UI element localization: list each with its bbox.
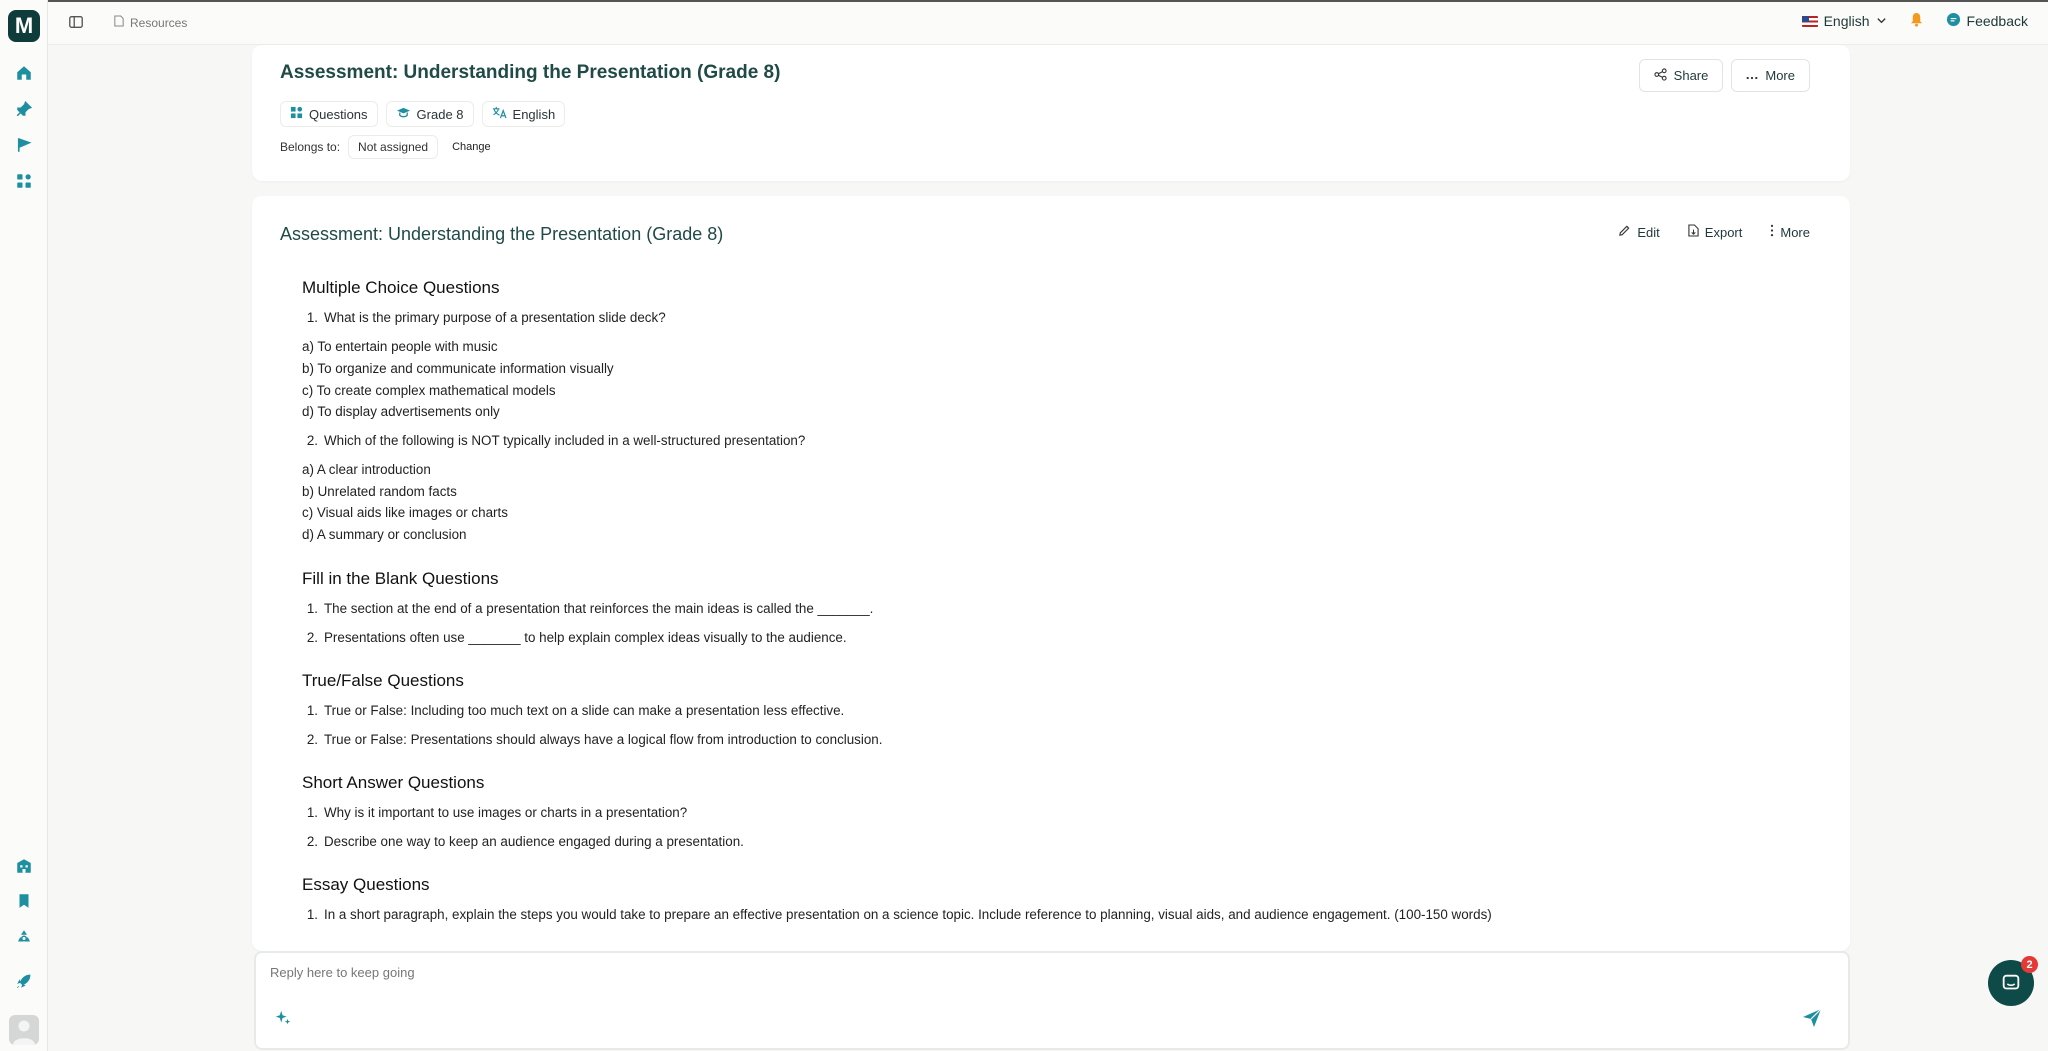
document-title: Assessment: Understanding the Presentation (Grade 8) (280, 224, 724, 244)
home-icon[interactable] (13, 62, 35, 84)
tag-label: English (512, 106, 556, 122)
apps-icon (290, 106, 303, 122)
list-item: 2. Presentations often use _______ to help explain complex ideas visually to the audience. (306, 630, 847, 645)
more-horizontal-icon (1746, 68, 1758, 83)
list-item: 1. Why is it important to use images or charts in a presentation? (306, 805, 688, 820)
assessment-header-card (252, 45, 1850, 181)
list-item: 1. In a short paragraph, explain the steps you would take to prepare an effective presentation on a science topic. Include reference to planning, visual aids, and audience engagement. (100-150 words) (306, 907, 1492, 922)
section-heading: True/False Questions (302, 671, 464, 690)
reply-composer (254, 951, 1850, 1050)
more-vertical-icon (1770, 224, 1774, 240)
section-heading: Multiple Choice Questions (302, 278, 500, 297)
share-button[interactable] (1639, 59, 1724, 92)
rocket-icon[interactable] (13, 970, 35, 992)
edit-button[interactable] (1618, 224, 1659, 240)
flag-icon[interactable] (13, 134, 35, 156)
section-heading: Short Answer Questions (302, 773, 485, 792)
document-icon (114, 15, 124, 30)
export-label: Export (1704, 224, 1743, 240)
sidebar (0, 0, 48, 1051)
answer-option: b) To organize and communicate information visually (302, 361, 614, 376)
tag-label: Questions (309, 106, 368, 122)
chat-icon (1946, 12, 1961, 30)
chevron-down-icon (1876, 13, 1887, 29)
bell-icon[interactable] (1909, 12, 1924, 30)
top-bar (48, 0, 2048, 45)
sparkle-icon[interactable] (274, 1009, 294, 1029)
sidebar-toggle-icon[interactable] (68, 14, 86, 32)
list-item: 2. True or False: Presentations should always have a logical flow from introduction to conclusion. (306, 732, 883, 747)
chat-launcher-button[interactable] (1988, 960, 2034, 1006)
export-button[interactable] (1688, 224, 1743, 240)
list-item: 1. True or False: Including too much text on a slide can make a presentation less effective. (306, 703, 845, 718)
tag-language (482, 101, 566, 127)
answer-option: d) To display advertisements only (302, 404, 500, 419)
section-heading: Fill in the Blank Questions (302, 569, 499, 588)
answer-option: a) To entertain people with music (302, 339, 498, 354)
breadcrumb[interactable] (114, 15, 187, 30)
school-icon[interactable] (13, 855, 35, 877)
answer-option: c) Visual aids like images or charts (302, 505, 508, 520)
tag-label: Grade 8 (416, 106, 464, 122)
translate-icon (492, 106, 507, 122)
breadcrumb-resources[interactable]: Resources (130, 15, 188, 30)
tag-questions (280, 101, 378, 127)
more-label: More (1780, 224, 1810, 240)
belongs-to-label: Belongs to: (280, 140, 341, 154)
share-icon (1654, 68, 1667, 84)
apps-icon[interactable] (13, 170, 35, 192)
list-item: 1. What is the primary purpose of a presentation slide deck? (306, 310, 666, 325)
pin-icon[interactable] (13, 98, 35, 120)
language-label: English (1823, 13, 1870, 29)
answer-option: d) A summary or conclusion (302, 527, 467, 542)
reply-input[interactable] (270, 965, 1770, 980)
belongs-to-value: Not assigned (348, 135, 438, 159)
share-label: Share (1673, 68, 1709, 83)
app-logo[interactable]: M (8, 10, 40, 42)
bookmark-icon[interactable] (13, 890, 35, 912)
answer-option: b) Unrelated random facts (302, 484, 457, 499)
recycle-icon[interactable] (13, 926, 35, 948)
chat-icon (2000, 972, 2022, 994)
change-button[interactable]: Change (452, 141, 491, 153)
edit-label: Edit (1637, 224, 1660, 240)
more-label: More (1765, 68, 1795, 83)
tag-grade (386, 101, 474, 127)
list-item: 2. Describe one way to keep an audience engaged during a presentation. (306, 834, 744, 849)
pencil-icon (1618, 224, 1631, 240)
notification-badge: 2 (2021, 956, 2038, 973)
graduation-cap-icon (396, 106, 411, 122)
us-flag-icon (1802, 16, 1818, 27)
language-selector[interactable] (1802, 13, 1887, 29)
feedback-label: Feedback (1966, 13, 2028, 29)
list-item: 1. The section at the end of a presentation that reinforces the main ideas is called the _______. (306, 601, 874, 616)
send-button[interactable] (1800, 1006, 1826, 1032)
list-item: 2. Which of the following is NOT typically included in a well-structured presentation? (306, 433, 806, 448)
page-title: Assessment: Understanding the Presentation (Grade 8) (280, 62, 781, 83)
avatar[interactable] (9, 1015, 39, 1045)
assessment-document-card (252, 196, 1850, 951)
section-heading: Essay Questions (302, 875, 430, 894)
file-export-icon (1688, 224, 1699, 240)
answer-option: c) To create complex mathematical models (302, 383, 556, 398)
answer-option: a) A clear introduction (302, 462, 431, 477)
send-icon (1800, 1006, 1824, 1030)
doc-more-button[interactable] (1770, 224, 1810, 240)
feedback-button[interactable] (1946, 12, 2028, 30)
more-button[interactable] (1731, 59, 1810, 92)
